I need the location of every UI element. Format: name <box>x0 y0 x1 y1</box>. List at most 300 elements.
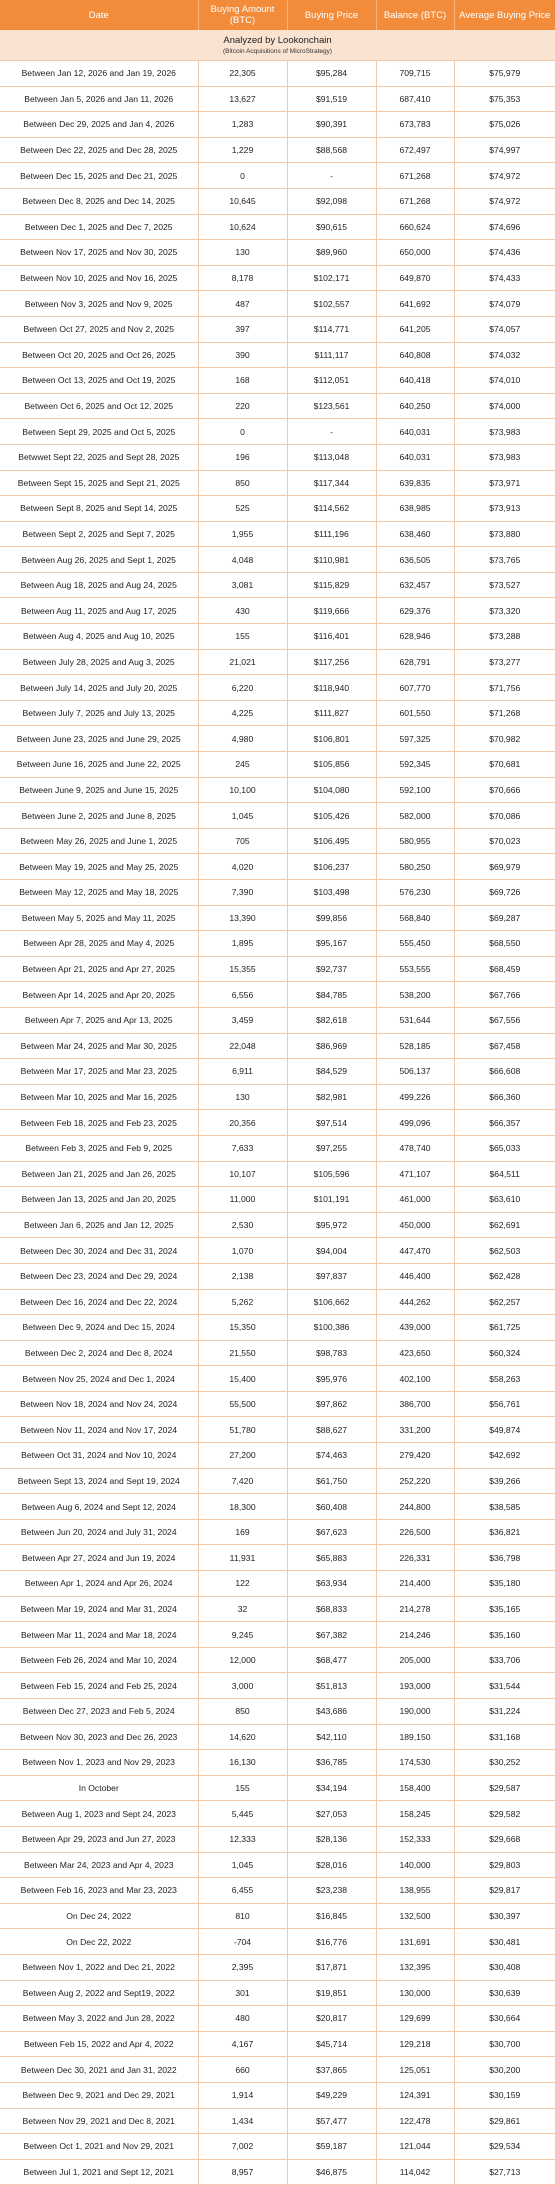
date-cell: Between Jul 1, 2021 and Sept 12, 2021 <box>0 2159 198 2185</box>
average-price-cell: $71,756 <box>454 675 555 701</box>
average-price-cell: $31,224 <box>454 1699 555 1725</box>
average-price-cell: $39,266 <box>454 1468 555 1494</box>
buying-amount-cell: 20,356 <box>198 1110 287 1136</box>
table-row <box>0 752 555 778</box>
buying-amount-cell: 430 <box>198 598 287 624</box>
buying-price-cell: $19,851 <box>287 1980 376 2006</box>
buying-price-cell: - <box>287 163 376 189</box>
date-cell: On Dec 22, 2022 <box>0 1929 198 1955</box>
buying-amount-cell: 1,434 <box>198 2108 287 2134</box>
table-row <box>0 1852 555 1878</box>
date-cell: Between Feb 18, 2025 and Feb 23, 2025 <box>0 1110 198 1136</box>
balance-cell: 214,278 <box>376 1596 454 1622</box>
balance-cell: 205,000 <box>376 1647 454 1673</box>
table-row <box>0 1417 555 1443</box>
buying-price-cell: $68,477 <box>287 1647 376 1673</box>
date-cell: Between Sept 13, 2024 and Sept 19, 2024 <box>0 1468 198 1494</box>
buying-price-cell: $28,016 <box>287 1852 376 1878</box>
average-price-cell: $64,511 <box>454 1161 555 1187</box>
date-cell: Between Dec 29, 2025 and Jan 4, 2026 <box>0 112 198 138</box>
table-row <box>0 188 555 214</box>
balance-cell: 629,376 <box>376 598 454 624</box>
buying-price-cell: $97,255 <box>287 1135 376 1161</box>
buying-price-cell: $36,785 <box>287 1750 376 1776</box>
table-row <box>0 342 555 368</box>
buying-price-cell: $98,783 <box>287 1340 376 1366</box>
buying-price-cell: $34,194 <box>287 1775 376 1801</box>
table-row <box>0 1212 555 1238</box>
balance-cell: 152,333 <box>376 1826 454 1852</box>
buying-amount-cell: 3,081 <box>198 572 287 598</box>
table-row <box>0 1647 555 1673</box>
balance-cell: 580,955 <box>376 828 454 854</box>
buying-price-cell: $60,408 <box>287 1494 376 1520</box>
buying-price-cell: $106,801 <box>287 726 376 752</box>
table-row <box>0 572 555 598</box>
buying-amount-cell: 3,000 <box>198 1673 287 1699</box>
buying-price-cell: $88,568 <box>287 137 376 163</box>
buying-price-cell: $99,856 <box>287 905 376 931</box>
table-row <box>0 1033 555 1059</box>
buying-amount-cell: 10,624 <box>198 214 287 240</box>
balance-cell: 386,700 <box>376 1391 454 1417</box>
buying-price-cell: $51,813 <box>287 1673 376 1699</box>
buying-price-cell: $90,615 <box>287 214 376 240</box>
average-price-cell: $75,353 <box>454 86 555 112</box>
table-row <box>0 2082 555 2108</box>
buying-amount-cell: 7,633 <box>198 1135 287 1161</box>
date-cell: Between July 14, 2025 and July 20, 2025 <box>0 675 198 701</box>
date-cell: Between Aug 18, 2025 and Aug 24, 2025 <box>0 572 198 598</box>
date-cell: Between Dec 9, 2024 and Dec 15, 2024 <box>0 1315 198 1341</box>
buying-amount-cell: 397 <box>198 316 287 342</box>
balance-cell: 122,478 <box>376 2108 454 2134</box>
date-cell: Between Feb 16, 2023 and Mar 23, 2023 <box>0 1878 198 1904</box>
date-cell: Between Oct 27, 2025 and Nov 2, 2025 <box>0 316 198 342</box>
buying-amount-cell: 12,333 <box>198 1826 287 1852</box>
buying-amount-cell: 11,931 <box>198 1545 287 1571</box>
balance-cell: 121,044 <box>376 2134 454 2160</box>
table-row <box>0 1238 555 1264</box>
balance-cell: 190,000 <box>376 1699 454 1725</box>
buying-amount-cell: 169 <box>198 1519 287 1545</box>
average-price-cell: $69,979 <box>454 854 555 880</box>
table-row <box>0 726 555 752</box>
table-row <box>0 700 555 726</box>
average-price-cell: $58,263 <box>454 1366 555 1392</box>
average-price-cell: $62,428 <box>454 1263 555 1289</box>
average-price-cell: $73,913 <box>454 496 555 522</box>
table-row <box>0 803 555 829</box>
buying-amount-cell: 130 <box>198 1084 287 1110</box>
average-price-cell: $74,000 <box>454 393 555 419</box>
balance-cell: 471,107 <box>376 1161 454 1187</box>
date-cell: Between May 26, 2025 and June 1, 2025 <box>0 828 198 854</box>
balance-cell: 439,000 <box>376 1315 454 1341</box>
balance-cell: 709,715 <box>376 61 454 87</box>
buying-amount-cell: 155 <box>198 624 287 650</box>
balance-cell: 279,420 <box>376 1443 454 1469</box>
average-price-cell: $31,544 <box>454 1673 555 1699</box>
buying-price-cell: $63,934 <box>287 1571 376 1597</box>
average-price-cell: $30,481 <box>454 1929 555 1955</box>
buying-amount-cell: 245 <box>198 752 287 778</box>
balance-cell: 499,096 <box>376 1110 454 1136</box>
table-row <box>0 1494 555 1520</box>
balance-cell: 214,246 <box>376 1622 454 1648</box>
balance-cell: 582,000 <box>376 803 454 829</box>
buying-price-cell: $74,463 <box>287 1443 376 1469</box>
average-price-cell: $35,180 <box>454 1571 555 1597</box>
balance-cell: 140,000 <box>376 1852 454 1878</box>
table-row <box>0 1340 555 1366</box>
balance-cell: 252,220 <box>376 1468 454 1494</box>
buying-price-cell: $95,167 <box>287 931 376 957</box>
buying-price-cell: $84,785 <box>287 982 376 1008</box>
table-row <box>0 1596 555 1622</box>
balance-cell: 592,100 <box>376 777 454 803</box>
balance-cell: 131,691 <box>376 1929 454 1955</box>
average-price-cell: $66,360 <box>454 1084 555 1110</box>
buying-price-cell: $97,862 <box>287 1391 376 1417</box>
buying-price-cell: $117,344 <box>287 470 376 496</box>
date-cell: In October <box>0 1775 198 1801</box>
date-cell: Between Mar 24, 2025 and Mar 30, 2025 <box>0 1033 198 1059</box>
balance-cell: 130,000 <box>376 1980 454 2006</box>
column-header-balance: Balance (BTC) <box>376 0 454 30</box>
buying-amount-cell: 18,300 <box>198 1494 287 1520</box>
date-cell: Between Oct 31, 2024 and Nov 10, 2024 <box>0 1443 198 1469</box>
buying-amount-cell: 8,957 <box>198 2159 287 2185</box>
balance-cell: 132,395 <box>376 1954 454 1980</box>
table-row <box>0 905 555 931</box>
balance-cell: 660,624 <box>376 214 454 240</box>
buying-price-cell: $84,529 <box>287 1059 376 1085</box>
date-cell: Between Apr 21, 2025 and Apr 27, 2025 <box>0 956 198 982</box>
buying-price-cell: $111,827 <box>287 700 376 726</box>
buying-amount-cell: 5,262 <box>198 1289 287 1315</box>
average-price-cell: $66,608 <box>454 1059 555 1085</box>
balance-cell: 114,042 <box>376 2159 454 2185</box>
buying-amount-cell: 15,400 <box>198 1366 287 1392</box>
column-header-buying-price: Buying Price <box>287 0 376 30</box>
date-cell: Between Apr 7, 2025 and Apr 13, 2025 <box>0 1007 198 1033</box>
average-price-cell: $73,765 <box>454 547 555 573</box>
buying-amount-cell: 6,556 <box>198 982 287 1008</box>
table-row <box>0 1673 555 1699</box>
buying-price-cell: $117,256 <box>287 649 376 675</box>
average-price-cell: $60,324 <box>454 1340 555 1366</box>
buying-price-cell: $46,875 <box>287 2159 376 2185</box>
buying-amount-cell: 10,645 <box>198 188 287 214</box>
date-cell: Between Oct 13, 2025 and Oct 19, 2025 <box>0 368 198 394</box>
table-row <box>0 240 555 266</box>
buying-amount-cell: 2,530 <box>198 1212 287 1238</box>
buying-amount-cell: 4,048 <box>198 547 287 573</box>
balance-cell: 174,530 <box>376 1750 454 1776</box>
table-row <box>0 1366 555 1392</box>
balance-cell: 628,946 <box>376 624 454 650</box>
table-row <box>0 1724 555 1750</box>
average-price-cell: $74,057 <box>454 316 555 342</box>
buying-price-cell: $102,557 <box>287 291 376 317</box>
average-price-cell: $29,668 <box>454 1826 555 1852</box>
header-row <box>0 0 555 30</box>
balance-cell: 129,218 <box>376 2031 454 2057</box>
average-price-cell: $67,458 <box>454 1033 555 1059</box>
average-price-cell: $30,397 <box>454 1903 555 1929</box>
date-cell: Between Sept 15, 2025 and Sept 21, 2025 <box>0 470 198 496</box>
buying-price-cell: $119,666 <box>287 598 376 624</box>
average-price-cell: $49,874 <box>454 1417 555 1443</box>
buying-price-cell: $27,053 <box>287 1801 376 1827</box>
average-price-cell: $68,459 <box>454 956 555 982</box>
date-cell: Between Nov 10, 2025 and Nov 16, 2025 <box>0 265 198 291</box>
date-cell: Between Mar 24, 2023 and Apr 4, 2023 <box>0 1852 198 1878</box>
table-row <box>0 1263 555 1289</box>
balance-cell: 628,791 <box>376 649 454 675</box>
table-row <box>0 2108 555 2134</box>
date-cell: Between Nov 30, 2023 and Dec 26, 2023 <box>0 1724 198 1750</box>
buying-price-cell: $105,856 <box>287 752 376 778</box>
date-cell: Between Apr 14, 2025 and Apr 20, 2025 <box>0 982 198 1008</box>
table-row <box>0 1059 555 1085</box>
table-row <box>0 112 555 138</box>
buying-price-cell: $114,562 <box>287 496 376 522</box>
buying-amount-cell: 13,390 <box>198 905 287 931</box>
average-price-cell: $74,032 <box>454 342 555 368</box>
balance-cell: 640,808 <box>376 342 454 368</box>
balance-cell: 331,200 <box>376 1417 454 1443</box>
table-row <box>0 1468 555 1494</box>
average-price-cell: $74,436 <box>454 240 555 266</box>
balance-cell: 461,000 <box>376 1187 454 1213</box>
average-price-cell: $75,979 <box>454 61 555 87</box>
buying-price-cell: $88,627 <box>287 1417 376 1443</box>
date-cell: Betwwet Sept 22, 2025 and Sept 28, 2025 <box>0 444 198 470</box>
date-cell: Between Dec 16, 2024 and Dec 22, 2024 <box>0 1289 198 1315</box>
table-row <box>0 1929 555 1955</box>
balance-cell: 226,500 <box>376 1519 454 1545</box>
buying-amount-cell: 15,350 <box>198 1315 287 1341</box>
table-row <box>0 1289 555 1315</box>
balance-cell: 446,400 <box>376 1263 454 1289</box>
buying-amount-cell: 32 <box>198 1596 287 1622</box>
buying-amount-cell: 480 <box>198 2006 287 2032</box>
date-cell: Between May 5, 2025 and May 11, 2025 <box>0 905 198 931</box>
buying-amount-cell: 705 <box>198 828 287 854</box>
table-row <box>0 598 555 624</box>
table-row <box>0 444 555 470</box>
buying-price-cell: $95,284 <box>287 61 376 87</box>
date-cell: Between June 2, 2025 and June 8, 2025 <box>0 803 198 829</box>
buying-amount-cell: 0 <box>198 163 287 189</box>
table-row <box>0 1699 555 1725</box>
balance-cell: 478,740 <box>376 1135 454 1161</box>
average-price-cell: $73,288 <box>454 624 555 650</box>
average-price-cell: $73,983 <box>454 444 555 470</box>
buying-amount-cell: 130 <box>198 240 287 266</box>
buying-amount-cell: 4,167 <box>198 2031 287 2057</box>
table-row <box>0 1903 555 1929</box>
date-cell: Between Aug 4, 2025 and Aug 10, 2025 <box>0 624 198 650</box>
balance-cell: 640,031 <box>376 444 454 470</box>
table-row <box>0 1954 555 1980</box>
balance-cell: 531,644 <box>376 1007 454 1033</box>
buying-price-cell: $82,618 <box>287 1007 376 1033</box>
date-cell: Between Oct 1, 2021 and Nov 29, 2021 <box>0 2134 198 2160</box>
date-cell: Between Jun 20, 2024 and July 31, 2024 <box>0 1519 198 1545</box>
date-cell: Between Dec 30, 2024 and Dec 31, 2024 <box>0 1238 198 1264</box>
table-row <box>0 1826 555 1852</box>
table-row <box>0 1135 555 1161</box>
average-price-cell: $74,997 <box>454 137 555 163</box>
date-cell: Between Dec 23, 2024 and Dec 29, 2024 <box>0 1263 198 1289</box>
table-row <box>0 61 555 87</box>
date-cell: Between May 3, 2022 and Jun 28, 2022 <box>0 2006 198 2032</box>
buying-price-cell: $23,238 <box>287 1878 376 1904</box>
average-price-cell: $67,556 <box>454 1007 555 1033</box>
average-price-cell: $30,639 <box>454 1980 555 2006</box>
buying-amount-cell: 196 <box>198 444 287 470</box>
date-cell: Between Apr 1, 2024 and Apr 26, 2024 <box>0 1571 198 1597</box>
buying-price-cell: $111,196 <box>287 521 376 547</box>
buying-amount-cell: 22,048 <box>198 1033 287 1059</box>
average-price-cell: $62,257 <box>454 1289 555 1315</box>
table-row <box>0 982 555 1008</box>
buying-amount-cell: 525 <box>198 496 287 522</box>
buying-amount-cell: 4,020 <box>198 854 287 880</box>
buying-price-cell: $65,883 <box>287 1545 376 1571</box>
average-price-cell: $74,696 <box>454 214 555 240</box>
buying-amount-cell: 9,245 <box>198 1622 287 1648</box>
buying-price-cell: $95,976 <box>287 1366 376 1392</box>
buying-amount-cell: 16,130 <box>198 1750 287 1776</box>
date-cell: Between Nov 18, 2024 and Nov 24, 2024 <box>0 1391 198 1417</box>
average-price-cell: $70,666 <box>454 777 555 803</box>
buying-price-cell: $104,080 <box>287 777 376 803</box>
date-cell: Between Feb 15, 2022 and Apr 4, 2022 <box>0 2031 198 2057</box>
balance-cell: 423,650 <box>376 1340 454 1366</box>
subtitle-title: Analyzed by Lookonchain <box>223 34 332 46</box>
balance-cell: 555,450 <box>376 931 454 957</box>
average-price-cell: $74,010 <box>454 368 555 394</box>
balance-cell: 687,410 <box>376 86 454 112</box>
buying-price-cell: $100,386 <box>287 1315 376 1341</box>
average-price-cell: $38,585 <box>454 1494 555 1520</box>
buying-price-cell: $111,117 <box>287 342 376 368</box>
average-price-cell: $56,761 <box>454 1391 555 1417</box>
buying-price-cell: $118,940 <box>287 675 376 701</box>
table-row <box>0 1110 555 1136</box>
balance-cell: 576,230 <box>376 880 454 906</box>
buying-amount-cell: 51,780 <box>198 1417 287 1443</box>
buying-price-cell: $102,171 <box>287 265 376 291</box>
buying-amount-cell: 10,107 <box>198 1161 287 1187</box>
date-cell: Between Feb 3, 2025 and Feb 9, 2025 <box>0 1135 198 1161</box>
date-cell: Between Nov 3, 2025 and Nov 9, 2025 <box>0 291 198 317</box>
buying-amount-cell: -704 <box>198 1929 287 1955</box>
buying-price-cell: $103,498 <box>287 880 376 906</box>
average-price-cell: $75,026 <box>454 112 555 138</box>
table-row <box>0 2031 555 2057</box>
average-price-cell: $30,700 <box>454 2031 555 2057</box>
date-cell: Between Jan 6, 2025 and Jan 12, 2025 <box>0 1212 198 1238</box>
buying-amount-cell: 15,355 <box>198 956 287 982</box>
table-row <box>0 1750 555 1776</box>
table-row <box>0 2134 555 2160</box>
average-price-cell: $36,821 <box>454 1519 555 1545</box>
balance-cell: 640,250 <box>376 393 454 419</box>
table-row <box>0 547 555 573</box>
buying-price-cell: $105,596 <box>287 1161 376 1187</box>
date-cell: Between June 16, 2025 and June 22, 2025 <box>0 752 198 778</box>
buying-amount-cell: 122 <box>198 1571 287 1597</box>
average-price-cell: $73,320 <box>454 598 555 624</box>
buying-amount-cell: 7,002 <box>198 2134 287 2160</box>
buying-price-cell: $37,865 <box>287 2057 376 2083</box>
table-row <box>0 316 555 342</box>
buying-amount-cell: 220 <box>198 393 287 419</box>
balance-cell: 632,457 <box>376 572 454 598</box>
average-price-cell: $29,534 <box>454 2134 555 2160</box>
buying-amount-cell: 168 <box>198 368 287 394</box>
buying-amount-cell: 12,000 <box>198 1647 287 1673</box>
average-price-cell: $35,165 <box>454 1596 555 1622</box>
buying-amount-cell: 850 <box>198 1699 287 1725</box>
buying-price-cell: $86,969 <box>287 1033 376 1059</box>
table-row <box>0 1571 555 1597</box>
buying-price-cell: $68,833 <box>287 1596 376 1622</box>
average-price-cell: $73,971 <box>454 470 555 496</box>
date-cell: Between Nov 17, 2025 and Nov 30, 2025 <box>0 240 198 266</box>
buying-price-cell: $57,477 <box>287 2108 376 2134</box>
table-row <box>0 1161 555 1187</box>
buying-amount-cell: 1,070 <box>198 1238 287 1264</box>
buying-price-cell: $17,871 <box>287 1954 376 1980</box>
table-row <box>0 1084 555 1110</box>
buying-price-cell: $115,829 <box>287 572 376 598</box>
buying-price-cell: $106,237 <box>287 854 376 880</box>
date-cell: Between Aug 11, 2025 and Aug 17, 2025 <box>0 598 198 624</box>
date-cell: Between Jan 12, 2026 and Jan 19, 2026 <box>0 61 198 87</box>
date-cell: Between Sept 8, 2025 and Sept 14, 2025 <box>0 496 198 522</box>
buying-amount-cell: 14,620 <box>198 1724 287 1750</box>
buying-amount-cell: 1,283 <box>198 112 287 138</box>
average-price-cell: $30,159 <box>454 2082 555 2108</box>
buying-amount-cell: 301 <box>198 1980 287 2006</box>
average-price-cell: $33,706 <box>454 1647 555 1673</box>
balance-cell: 538,200 <box>376 982 454 1008</box>
balance-cell: 189,150 <box>376 1724 454 1750</box>
balance-cell: 641,205 <box>376 316 454 342</box>
table-row <box>0 470 555 496</box>
buying-amount-cell: 1,955 <box>198 521 287 547</box>
balance-cell: 124,391 <box>376 2082 454 2108</box>
average-price-cell: $67,766 <box>454 982 555 1008</box>
date-cell: Between Aug 26, 2025 and Sept 1, 2025 <box>0 547 198 573</box>
balance-cell: 499,226 <box>376 1084 454 1110</box>
balance-cell: 636,505 <box>376 547 454 573</box>
buying-amount-cell: 3,459 <box>198 1007 287 1033</box>
table-row <box>0 368 555 394</box>
table-row <box>0 2006 555 2032</box>
balance-cell: 597,325 <box>376 726 454 752</box>
table-row <box>0 1315 555 1341</box>
buying-price-cell: $45,714 <box>287 2031 376 2057</box>
balance-cell: 671,268 <box>376 188 454 214</box>
table-row <box>0 214 555 240</box>
